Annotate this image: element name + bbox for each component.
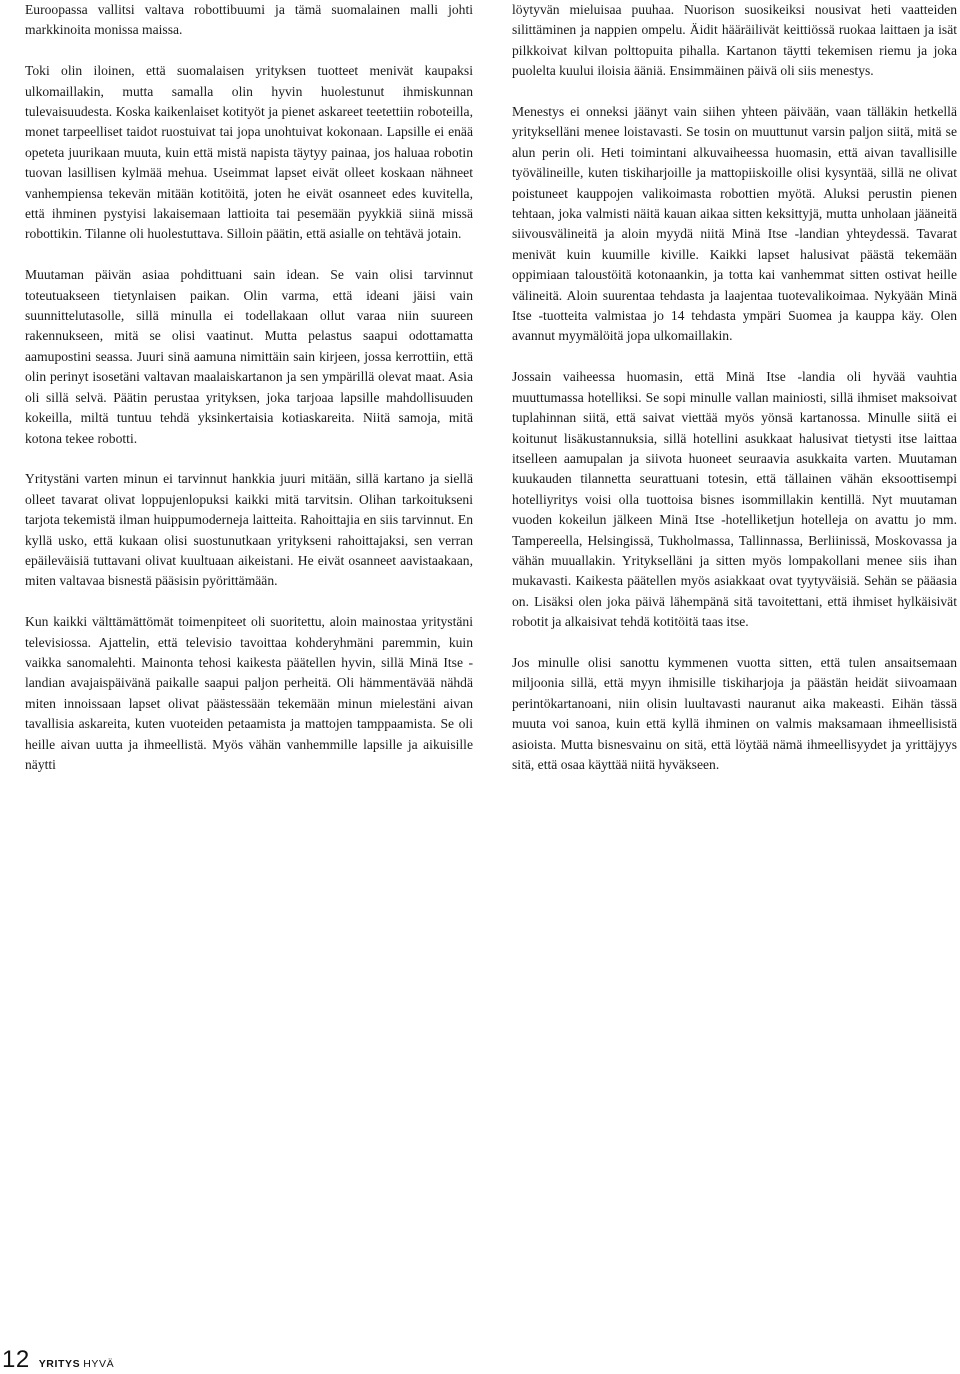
paragraph: Jossain vaiheessa huomasin, että Minä Itse -landia oli hyvää vauhtia muuttumassa hotelliksi. Se sopi minulle vallan mainiosti, sillä ihmiset maksoivat tuplahinnan siitä, että saivat viettää myös yönsä kartanossa. Minulle siitä ei koitunut lisäkustannuksia, sillä hotellini asukkaat halusivat tietysti itse laittaa itselleen aamupalan ja siivota huoneet seuraavia asukkaita varten. Muutaman kuukauden tilannetta seurattuani totesin, että tällainen vähän eksoottisempi hotelliyritys voisi olla tuottoisa bisnes isommillakin kentillä. Nyt muutaman vuoden kokeilun jälkeen Minä Itse -hotelliketjun hotelleja on avattu jo mm. Tampereella, Helsingissä, Tukholmassa, Tallinnassa, Berliinissä, Moskovassa ja vähän muuallakin. Yritykselläni ja sitten myös lompakollani menee siis ihan mukavasti. Kaikesta päätellen myös asiakkaat ovat tyytyväisiä. Sehän se pääasia on. Lisäksi olen joka päivä lähempänä sitä tavoitettani, että ihmiset hylkäisivät robotit ja alkaisivat tehdä kotitöitä taas itse.	[512, 369, 957, 630]
paragraph: Euroopassa vallitsi valtava robottibuumi ja tämä suomalainen malli johti markkinoita monissa maissa.	[25, 2, 473, 38]
page-number: 12	[2, 1346, 30, 1373]
right-text-column	[512, 0, 957, 775]
paragraph: löytyvän mieluisaa puuhaa. Nuorison suosikeiksi nousivat heti vaatteiden silittäminen ja nappien ompelu. Äidit hääräilivät keittiössä ruokaa laittaen ja isät pilkkoivat kilvan polttopuita pihalla. Kartanon täytti tekemisen riemu ja joka puolelta kuului iloisia ääniä. Ensimmäinen päivä oli siis menestys.	[512, 2, 957, 79]
paragraph: Toki olin iloinen, että suomalaisen yrityksen tuotteet menivät kaupaksi ulkomaillakin, mutta samalla olin hyvin huolestunut ihmiskunnan tulevaisuudesta. Koska kaikenlaiset kotityöt ja pienet askareet teetettiin roboteilla, monet tarpeelliset taidot ruostuivat tai jopa unohtuivat kokonaan. Lapsille ei enää opeteta juurikaan muuta, kuin että mistä napista täytyy painaa, jos haluaa robotin tuovan lasillisen kylmää mehua. Useimmat lapset eivät olleet koskaan nähneet vanhempiensa tekevän mitään kotitöitä, joten he eivät osanneet edes kuvitella, että ihminen pystyisi lakaisemaan lattioita tai pesemään pyykkiä siinä missä robottikin. Tilanne oli huolestuttava. Silloin päätin, että asialle on tehtävä jotain.	[25, 63, 473, 242]
page-footer	[2, 1346, 114, 1372]
magazine-name-bold: YRITYS	[38, 1358, 81, 1370]
left-text-column	[25, 0, 473, 775]
paragraph: Muutaman päivän asiaa pohdittuani sain idean. Se vain olisi tarvinnut toteutuakseen tietynlaisen paikan. Olin varma, että ideani jäisi vain suunnittelutasolle, sillä minulla ei todellakaan ollut varaa niin suureen rakennukseen, mitä se olisi vaatinut. Mutta pelastus saapui odottamatta aamupostini seassa. Juuri sinä aamuna nimittäin sain kirjeen, jossa kerrottiin, että olin perinyt isosetäni valtavan maalaiskartanon ja sen ympärillä olevat maat. Asia oli sillä selvä. Päätin perustaa yrityksen, joka tarjoaa lapsille mahdollisuuden kokeilla, miltä tuntuu tehdä yksinkertaisia kotiaskareita. Niitä samoja, mitä kotona tekee robotti.	[25, 267, 473, 446]
magazine-name-light: HYVÄ	[83, 1358, 115, 1370]
paragraph: Yritystäni varten minun ei tarvinnut hankkia juuri mitään, sillä kartano ja siellä olleet tavarat olivat loppujenlopuksi kaikki mitä tarvitsin. Olihan tarkoitukseni tarjota tekemistä ilman huippumoderneja laitteita. Rahoittajia en siis tarvinnut. En kyllä usko, että kukaan olisi suostunutkaan yritykseni rahoittajaksi, sen verran epäileväisiä tuttavani olivat kuultuaan aikeistani. He eivät osanneet aavistaakaan, miten valtavaa bisnestä pääsisin pyörittämään.	[25, 471, 473, 589]
paragraph: Jos minulle olisi sanottu kymmenen vuotta sitten, että tulen ansaitsemaan miljoonia sillä, että myyn ihmisille tiskiharjoja ja päästän heidät siivoamaan perintökartanoani, niin olisin luultavasti nauranut aika makeasti. Eihän tässä muuta voi sanoa, kuin että kyllä ihminen on valmis maksamaan ihmeellisistä asioista. Mutta bisnesvainu on sitä, että löytää nämä ihmeellisyydet ja yrittäjyys sitä, että osaa käyttää niitä hyväkseen.	[512, 654, 957, 772]
paragraph: Menestys ei onneksi jäänyt vain siihen yhteen päivään, vaan tälläkin hetkellä yritykselläni menee loistavasti. Se tosin on muuttunut varsin paljon siitä, mitä se alun perin oli. Heti toimintani alkuvaiheessa huomasin, että aivan tavallisille työvälineille, kuten tiskiharjoille ja mattopiiskoille olisi kysyntää, sillä ne olivat poistuneet kauppojen valikoimasta robottien myötä. Aluksi perustin pienen tehtaan, joka valmisti näitä kauan aikaa sitten keksittyjä, mutta unholaan jääneitä siivousvälineitä ja aloin myydä niitä Minä Itse -landian yhteydessä. Tavarat menivät kuin kuumille kiville. Kaikki lapset halusivat päästä tekemään oppimiaan taloustöitä kotonaankin, ja totta kai vanhemmat sitten ostivat heille välineitä. Aloin suurentaa tehdasta ja laajentaa tuotevalikoimaa. Nykyään Minä Itse -tuotteita valmistaa jo 14 tehdasta ympäri Suomea ja kauppa käy. Olen avannut myymälöitä jopa ulkomaillakin.	[512, 104, 957, 344]
paragraph: Kun kaikki välttämättömät toimenpiteet oli suoritettu, aloin mainostaa yritystäni televisiossa. Ajattelin, että televisio tavoittaa kohderyhmäni paremmin, kuin vaikka sanomalehti. Mainonta tehosi kaikesta päätellen hyvin, sillä Minä Itse -landian avajaispäivänä paikalle saapui paljon perheitä. Oli hämmentävää nähdä miten innoissaan lapset olivat päästessään tekemään minun mielestäni aivan tavallisia askareita, kuten vuoteiden petaamista ja mattojen tamppaamista. Se oli heille aivan uutta ja ihmeellistä. Myös vähän vanhemmille lapsille ja aikuisille näytti	[25, 614, 473, 772]
